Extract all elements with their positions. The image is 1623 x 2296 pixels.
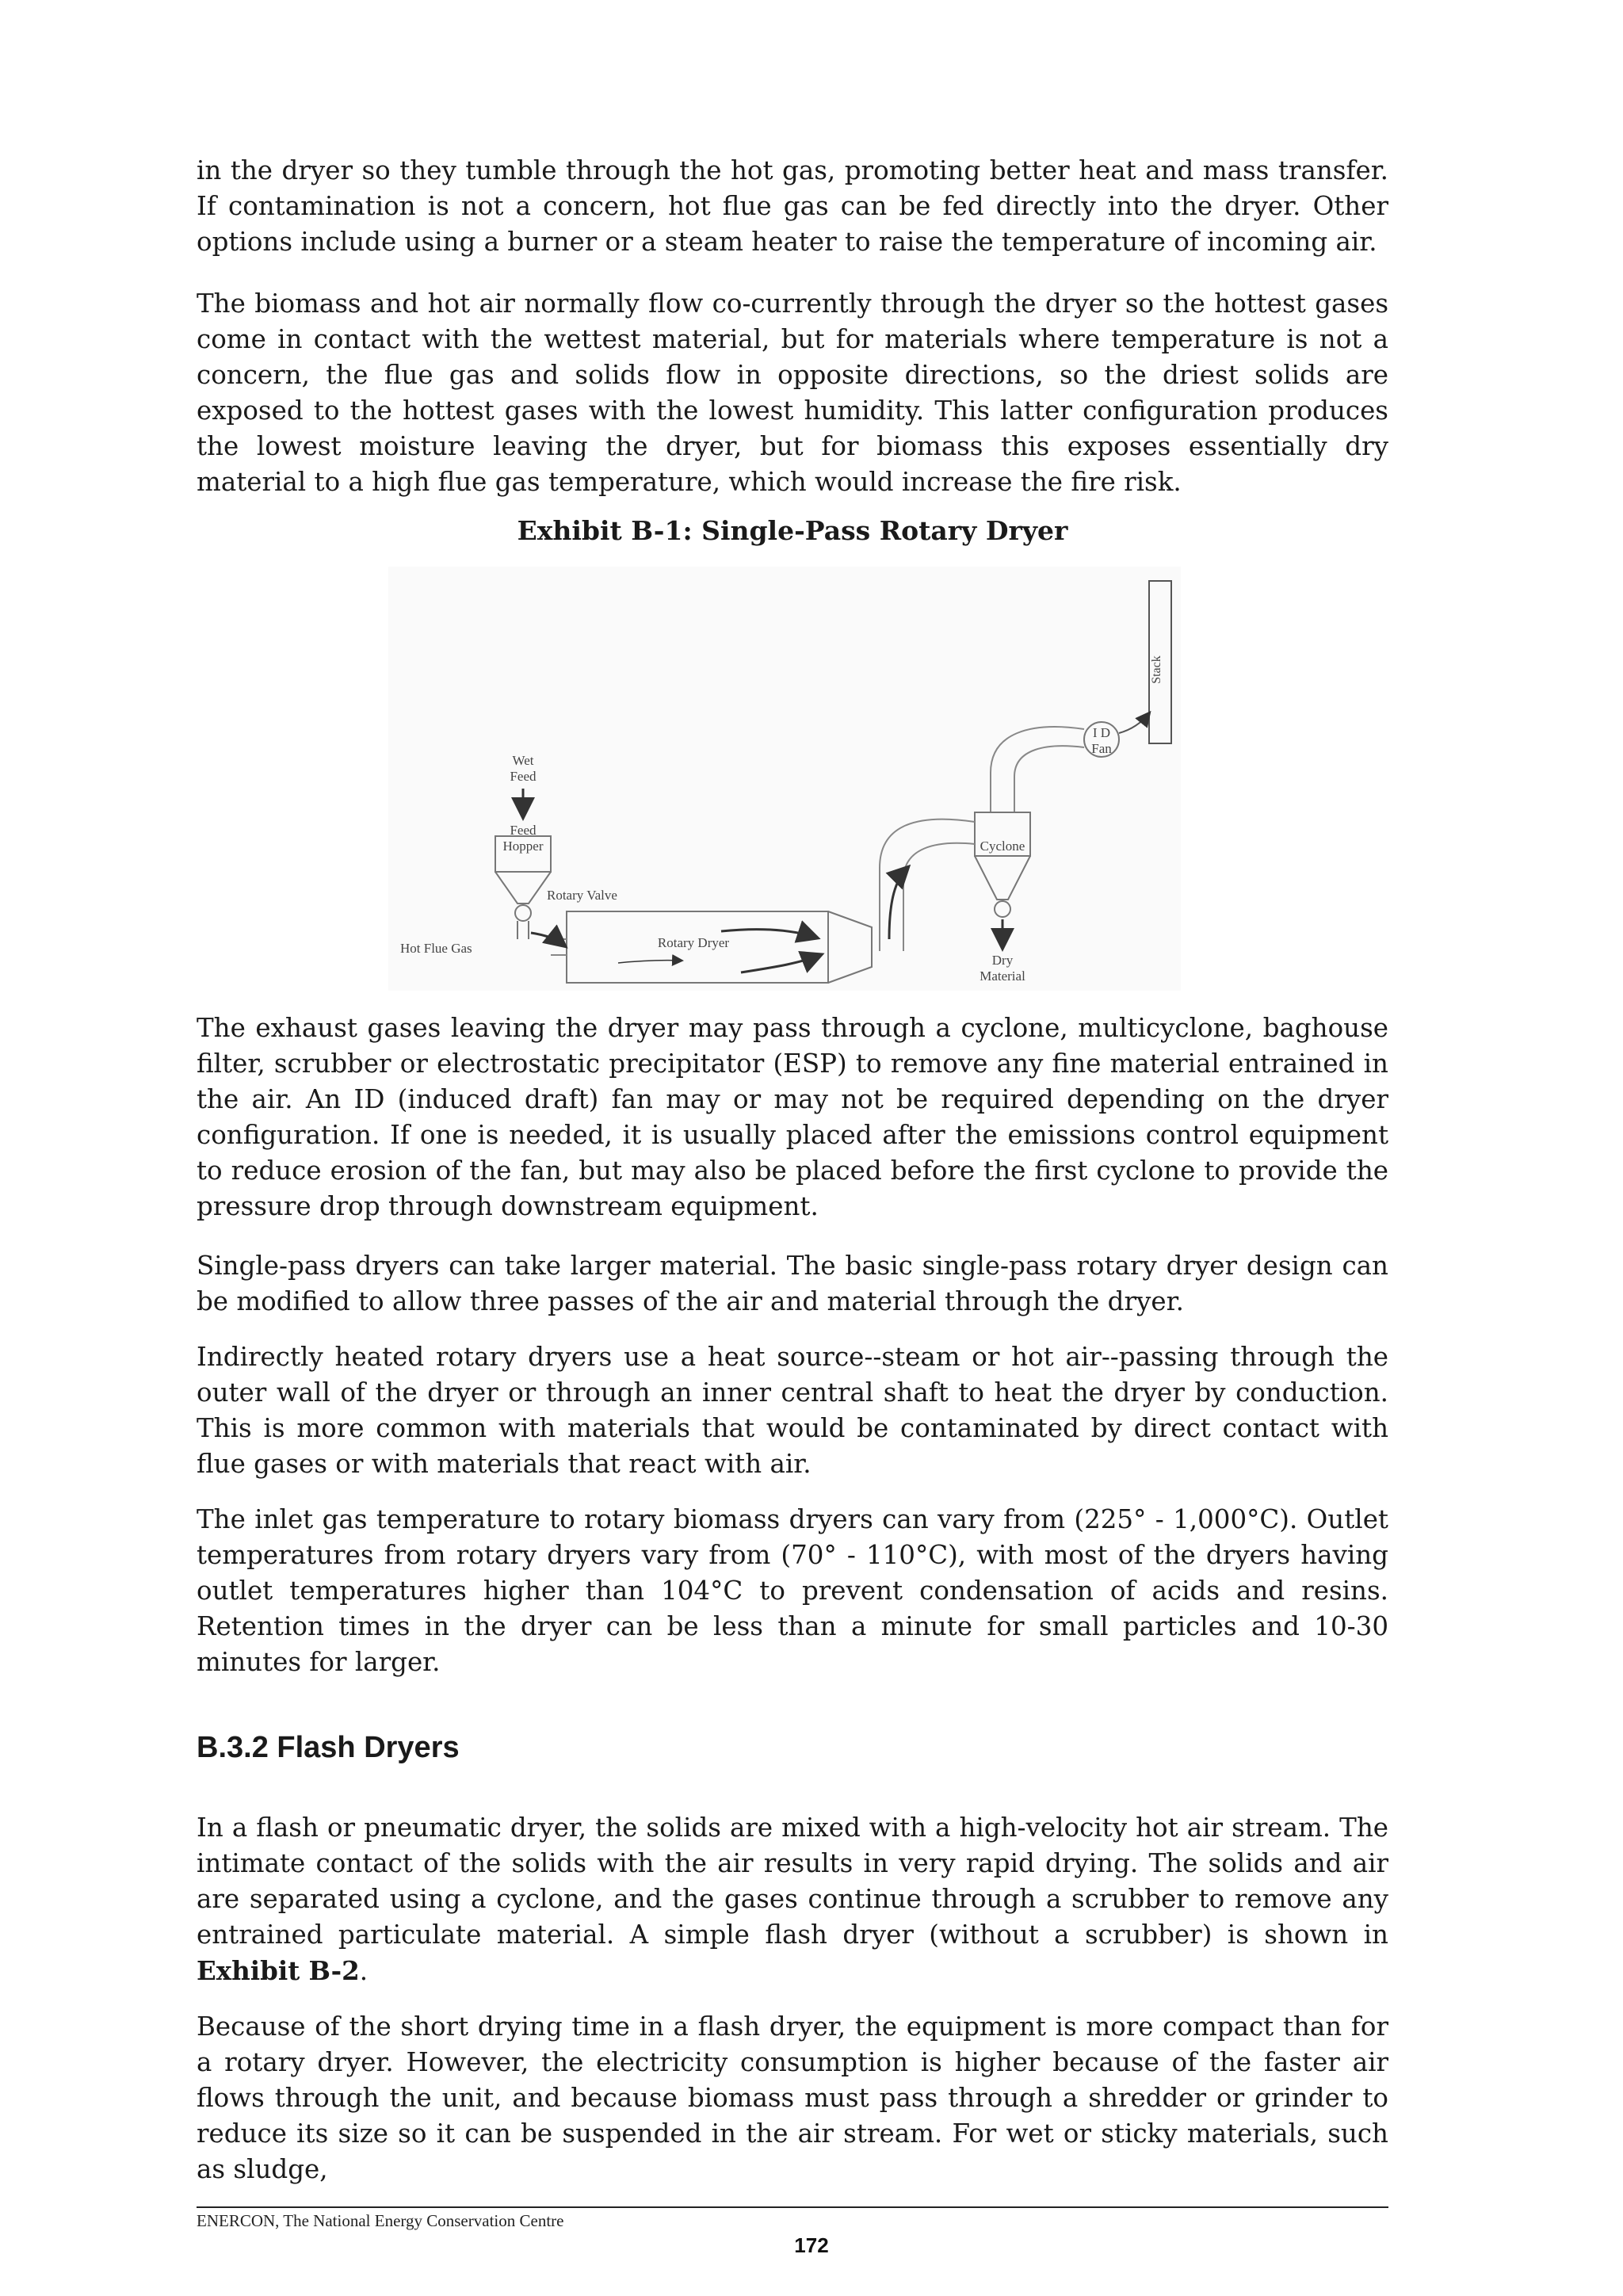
paragraph-single-pass: Single-pass dryers can take larger material. The basic single-pass rotary dryer design can be modified to allow three passes of the air and material through the dryer. (197, 1251, 1388, 1316)
exhibit-caption: Exhibit B-1: Single-Pass Rotary Dryer (517, 515, 1068, 546)
paragraph-dryer-tumble: in the dryer so they tumble through the hot gas, promoting better heat and mass transfer. If contamination is not a concern, hot flue gas can be fed directly into the dryer. Other options include using a burner or a steam heater to raise the temperature of incoming air. (197, 155, 1388, 257)
section-heading: B.3.2 Flash Dryers (197, 1731, 460, 1764)
dry-material-label-2: Material (980, 968, 1025, 984)
feed-hopper-label-2: Hopper (502, 839, 544, 854)
rotary-dryer-diagram (388, 567, 1181, 991)
flash-dryer-text: In a flash or pneumatic dryer, the solids are mixed with a high-velocity hot air stream. The intimate contact of the solids with the air results in very rapid drying. The solids and air are separated using a cyclone, and the gases continue through a scrubber to remove any entrained particulate material. A simple flash dryer (without a scrubber) is shown in (197, 1813, 1388, 1950)
footer-organization: ENERCON, The National Energy Conservation Centre (197, 2211, 564, 2230)
paragraph-flash-dryer (197, 1810, 1388, 1989)
page-number: 172 (794, 2233, 829, 2257)
paragraph-cocurrent-flow: The biomass and hot air normally flow co-currently through the dryer so the hottest gases come in contact with the wettest material, but for materials where temperature is not a concern, the flue gas and solids flow in opposite directions, so the driest solids are exposed to the hottest gases with the lowest humidity. This latter configuration produces the lowest moisture leaving the dryer, but for biomass this exposes essentially dry material to a high flue gas temperature, which would increase the fire risk. (197, 288, 1388, 497)
id-fan-label-2: Fan (1091, 741, 1112, 756)
footer-divider (197, 2206, 1388, 2208)
flash-dryer-end: . (359, 1956, 369, 1986)
rotary-dryer-label: Rotary Dryer (657, 935, 730, 950)
paragraph-short-drying: Because of the short drying time in a flash dryer, the equipment is more compact than for a rotary dryer. However, the electricity consumption is higher because of the faster air flows through the unit, and because biomass must pass through a shredder or grinder to reduce its size so it can be suspended in the air stream. For wet or sticky materials, such as sludge, (197, 2011, 1388, 2184)
paragraph-inlet-temperature: The inlet gas temperature to rotary biomass dryers can vary from (225° - 1,000°C). Outlet temperatures from rotary dryers vary from (70° - 110°C), with most of the dryers having outlet temperatures higher than 104°C to prevent condensation of acids and resins. Retention times in the dryer can be less than a minute for small particles and 10-30 minutes for larger. (197, 1504, 1388, 1677)
stack-label: Stack (1150, 655, 1163, 684)
id-fan-label-1: I D (1092, 725, 1111, 740)
wet-feed-label-1: Wet (512, 753, 534, 768)
feed-hopper-label-1: Feed (510, 823, 537, 838)
exhibit-reference: Exhibit B-2 (197, 1955, 360, 1986)
wet-feed-label-2: Feed (510, 769, 537, 784)
hot-flue-gas-label: Hot Flue Gas (400, 941, 472, 956)
dry-material-label-1: Dry (991, 953, 1014, 968)
rotary-valve-label: Rotary Valve (547, 888, 617, 903)
paragraph-exhaust-gases: The exhaust gases leaving the dryer may pass through a cyclone, multicyclone, baghouse filter, scrubber or electrostatic precipitator (ESP) to remove any fine material entrained in the air. An ID (induced draft) fan may or may not be required depending on the dryer configuration. If one is needed, it is usually placed after the emissions control equipment to reduce erosion of the fan, but may also be placed before the first cyclone to provide the pressure drop through downstream equipment. (197, 1013, 1388, 1221)
cyclone-label: Cyclone (980, 839, 1025, 854)
paragraph-indirect-heating: Indirectly heated rotary dryers use a heat source--steam or hot air--passing through the outer wall of the dryer or through an inner central shaft to heat the dryer by conduction. This is more common with materials that would be contaminated by direct contact with flue gases or with materials that react with air. (197, 1342, 1388, 1479)
